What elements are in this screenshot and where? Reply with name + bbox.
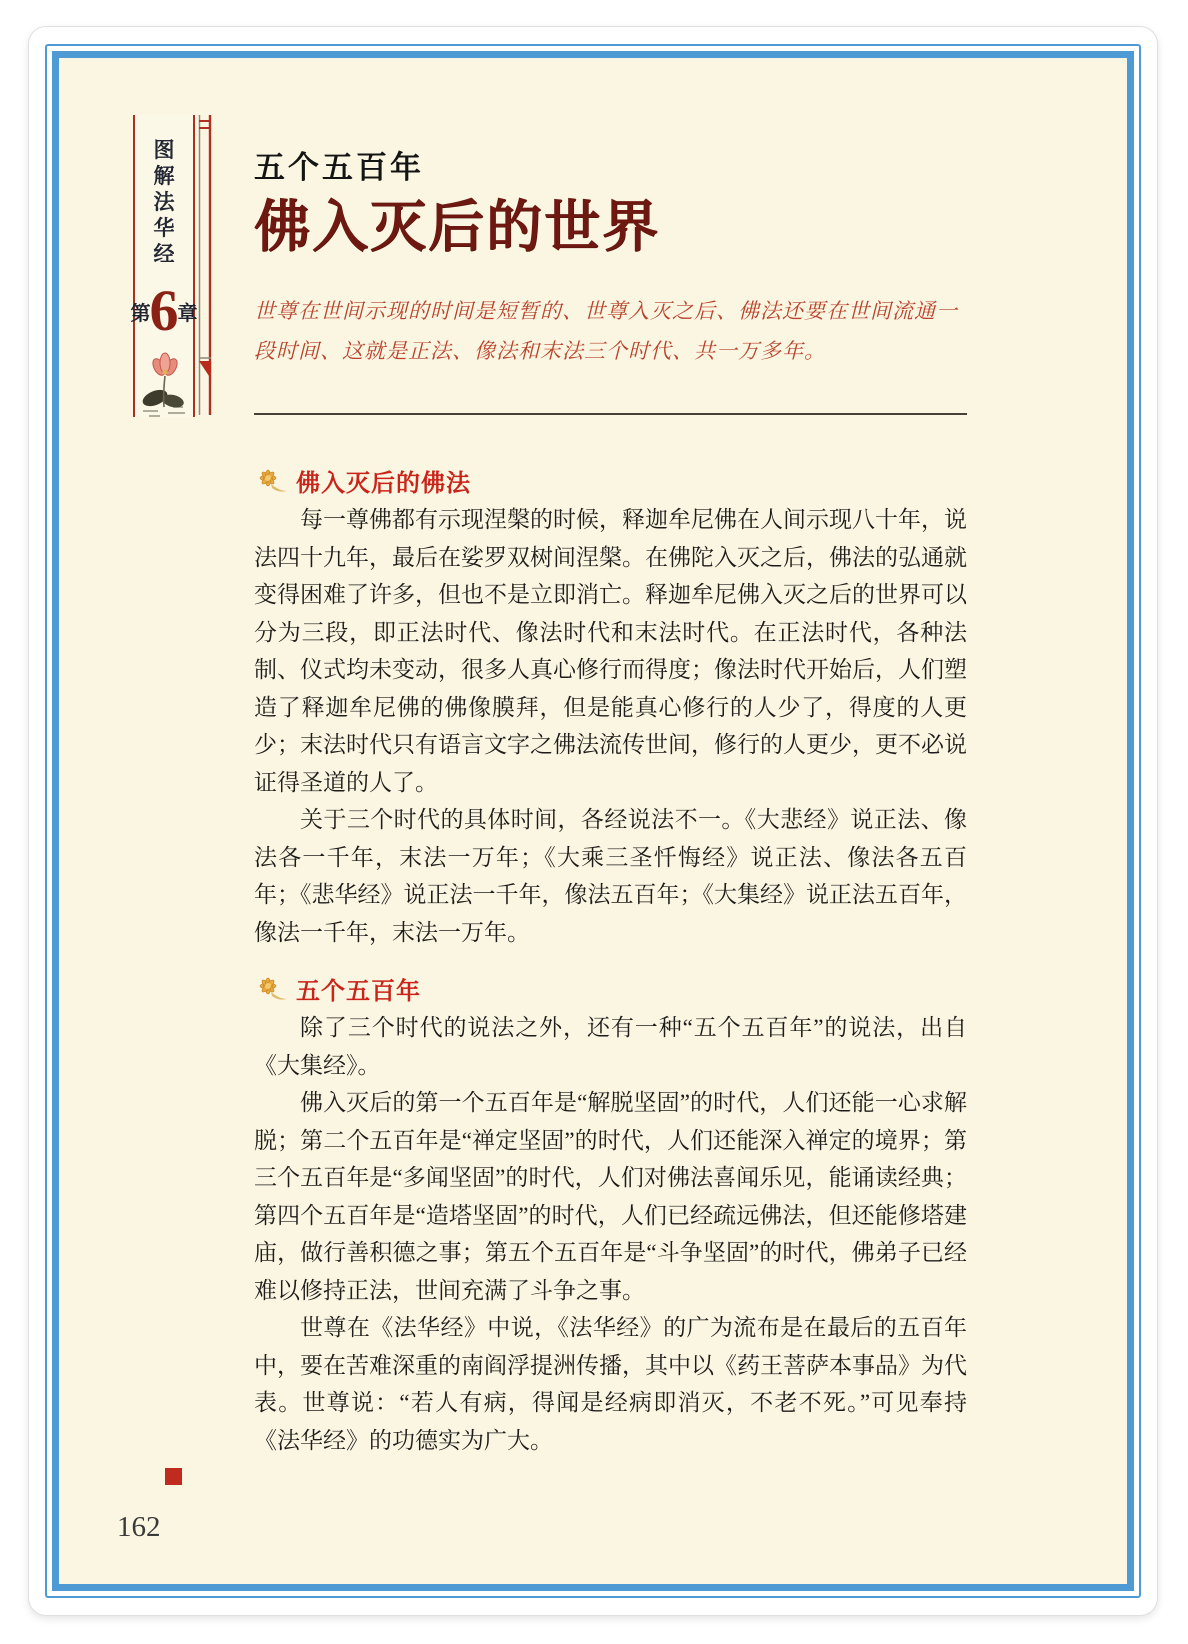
section-body-1 xyxy=(254,501,967,951)
chapter-suffix: 章 xyxy=(177,302,198,325)
book-title-char: 解 xyxy=(153,164,175,188)
golden-flower-icon xyxy=(254,465,288,495)
section-heading-text: 五个五百年 xyxy=(296,978,421,1005)
book-title-char: 图 xyxy=(153,138,175,162)
chapter-number: 6 xyxy=(149,278,179,343)
section-heading-1 xyxy=(254,463,967,497)
page-number: 162 xyxy=(117,1511,161,1543)
intro-text: 世尊在世间示现的时间是短暂的、世尊入灭之后、佛法还要在世间流通一段时间、这就是正法、像法和末法三个时代、共一万多年。 xyxy=(254,299,958,363)
main-content xyxy=(254,147,967,1459)
paragraph: 佛入灭后的第一个五百年是“解脱坚固”的时代，人们还能一心求解脱；第二个五百年是“禅定坚固”的时代，人们还能深入禅定的境界；第三个五百年是“多闻坚固”的时代，人们对佛法喜闻乐见，能诵读经典；第四个五百年是“造塔坚固”的时代，人们已经疏远佛法，但还能修塔建庙，做行善积德之事；第五个五百年是“斗争坚固”的时代，佛弟子已经难以修持正法，世间充满了斗争之事。 xyxy=(254,1090,967,1303)
section-heading-text: 佛入灭后的佛法 xyxy=(296,470,471,497)
book-title-char: 华 xyxy=(153,216,175,240)
section-body-2 xyxy=(254,1009,967,1459)
book-title-vertical xyxy=(135,137,193,267)
chapter-prefix: 第 xyxy=(130,302,151,325)
paragraph: 世尊在《法华经》中说，《法华经》的广为流布是在最后的五百年中，要在苦难深重的南阎浮提洲传播，其中以《药王菩萨本事品》为代表。世尊说：“若人有病，得闻是经病即消灭，不老不死。”可见奉持《法华经》的功德实为广大。 xyxy=(254,1315,967,1453)
section-end-marker xyxy=(165,1468,182,1485)
chapter-banner xyxy=(130,115,198,417)
chapter-label xyxy=(130,278,198,343)
paragraph: 关于三个时代的具体时间，各经说法不一。《大悲经》说正法、像法各一千年，末法一万年；《大乘三圣忏悔经》说正法、像法各五百年；《悲华经》说正法一千年，像法五百年；《大集经》说正法五百年，像法一千年，末法一万年。 xyxy=(254,807,967,945)
page-subtitle: 五个五百年 xyxy=(254,150,424,185)
paragraph: 除了三个时代的说法之外，还有一种“五个五百年”的说法，出自《大集经》。 xyxy=(254,1015,967,1078)
book-title-char: 法 xyxy=(153,190,175,214)
paragraph: 每一尊佛都有示现涅槃的时候，释迦牟尼佛在人间示现八十年，说法四十九年，最后在娑罗双树间涅槃。在佛陀入灭之后，佛法的弘通就变得困难了许多，但也不是立即消亡。释迦牟尼佛入灭之后的世界可以分为三段，即正法时代、像法时代和末法时代。在正法时代，各种法制、仪式均未变动，很多人真心修行而得度；像法时代开始后，人们塑造了释迦牟尼佛的佛像膜拜，但是能真心修行的人少了，得度的人更少；末法时代只有语言文字之佛法流传世间，修行的人更少，更不必说证得圣道的人了。 xyxy=(254,507,967,795)
bookmark-ribbon-icon xyxy=(197,115,213,415)
page-title: 佛入灭后的世界 xyxy=(254,197,660,259)
book-page xyxy=(28,26,1158,1616)
lotus-flower-icon xyxy=(137,349,191,419)
divider-line xyxy=(254,413,967,415)
golden-flower-icon xyxy=(254,973,288,1003)
book-title-char: 经 xyxy=(153,242,175,266)
section-heading-2 xyxy=(254,971,967,1005)
